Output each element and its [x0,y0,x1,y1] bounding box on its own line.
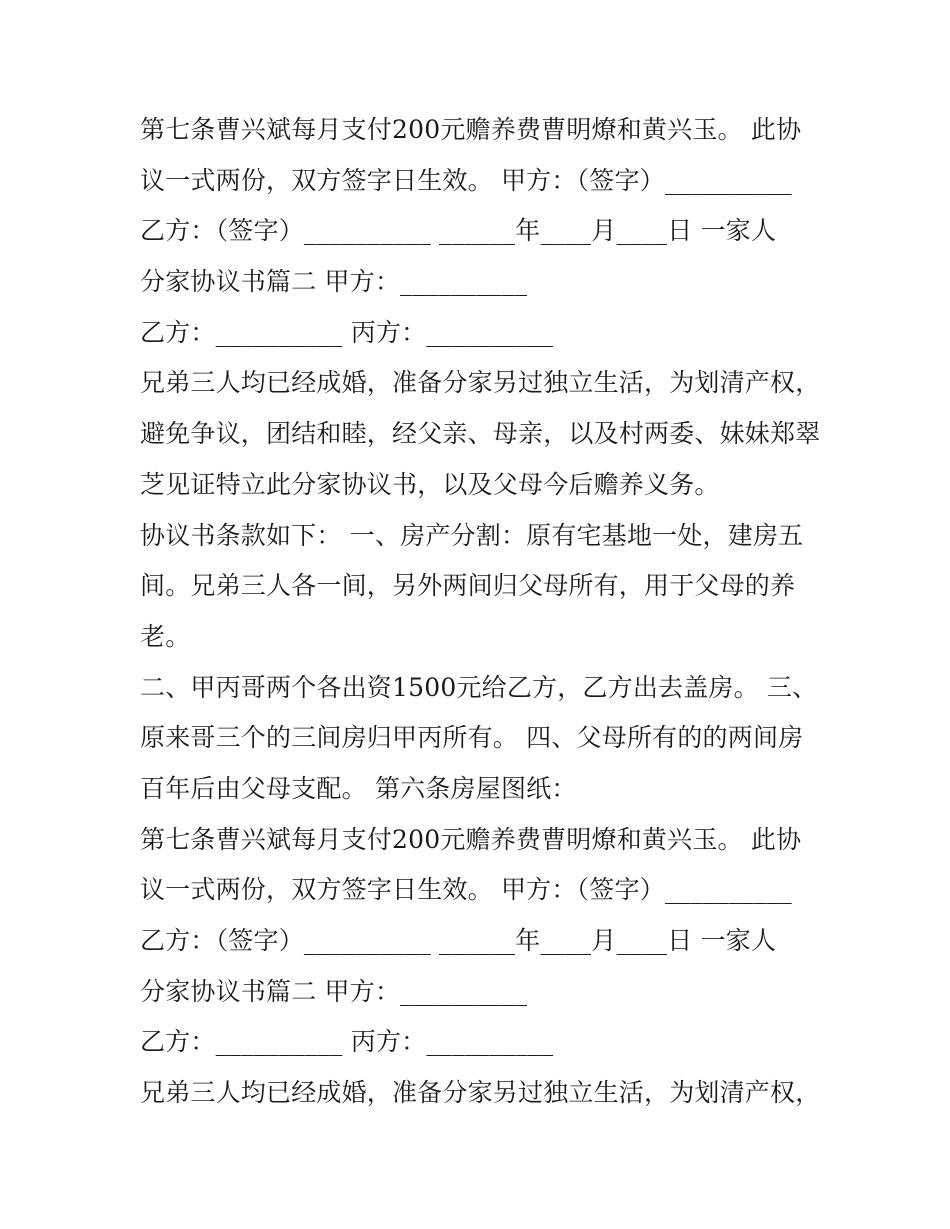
text-line: 第七条曹兴斌每月支付200元赡养费曹明燎和黄兴玉。 此协 [140,824,802,854]
text-line: 兄弟三人均已经成婚，准备分家另过独立生活，为划清产权， [140,1078,821,1108]
text-line: 乙方：__________ 丙方：__________ [140,1027,554,1057]
text-line: 二、甲丙哥两个各出资1500元给乙方，乙方出去盖房。 三、 [140,672,818,702]
text-line: 避免争议，团结和睦，经父亲、母亲，以及村两委、妹妹郑翠 [140,419,821,449]
text-line: 兄弟三人均已经成婚，准备分家另过独立生活，为划清产权， [140,368,821,398]
text-line: 分家协议书篇二 甲方：__________ [140,267,528,297]
text-line: 第七条曹兴斌每月支付200元赡养费曹明燎和黄兴玉。 此协 [140,115,802,144]
text-line: 议一式两份，双方签字日生效。 甲方：（签字）__________ [140,165,792,195]
text-line: 老。 [140,621,191,651]
text-line: 乙方：（签字）__________ ______年____月____日 一家人 [140,926,777,955]
text-line: 百年后由父母支配。 第六条房屋图纸： [140,773,577,803]
text-line: 间。兄弟三人各一间，另外两间归父母所有，用于父母的养 [140,571,796,601]
document-body [140,105,830,1119]
text-line: 乙方：（签字）__________ ______年____月____日 一家人 [140,216,777,246]
text-line: 分家协议书篇二 甲方：__________ [140,976,528,1006]
text-line: 议一式两份，双方签字日生效。 甲方：（签字）__________ [140,875,792,905]
text-line: 乙方：__________ 丙方：__________ [140,317,554,347]
text-line: 协议书条款如下： 一、房产分割：原有宅基地一处，建房五 [140,520,804,550]
text-line: 芝见证特立此分家协议书，以及父母今后赡养义务。 [140,469,720,499]
text-line: 原来哥三个的三间房归甲丙所有。 四、父母所有的的两间房 [140,723,804,753]
